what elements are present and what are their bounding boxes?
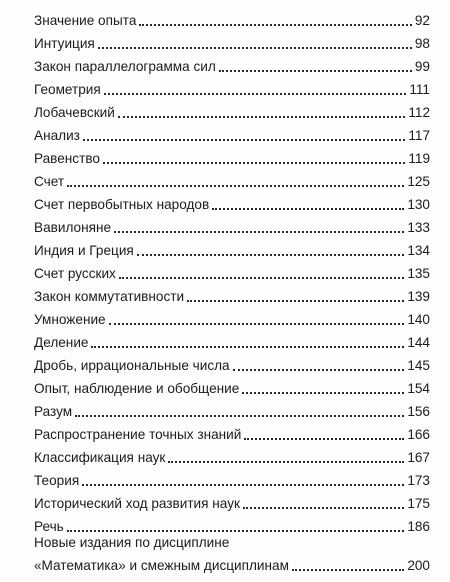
toc-entry-page: 139 bbox=[407, 289, 430, 304]
toc-entry bbox=[34, 377, 430, 397]
toc-entry-multiline bbox=[34, 534, 430, 574]
toc-entry-title: Счет русских bbox=[34, 266, 116, 281]
toc-entry-page: 140 bbox=[407, 312, 430, 327]
toc-entry bbox=[34, 469, 430, 489]
toc-entry-page: 135 bbox=[407, 266, 430, 281]
toc-entry bbox=[34, 147, 430, 167]
dot-leader bbox=[212, 208, 404, 210]
toc-entry bbox=[34, 32, 430, 52]
toc-entry-page: 156 bbox=[407, 404, 430, 419]
dot-leader bbox=[139, 24, 412, 26]
toc-entry-title: Разум bbox=[34, 404, 73, 419]
toc-entry-title: Геометрия bbox=[34, 82, 101, 97]
dot-leader bbox=[98, 47, 412, 49]
toc-entry-page: 144 bbox=[407, 335, 430, 350]
toc-entry-title: Значение опыта bbox=[34, 13, 137, 28]
toc-entry bbox=[34, 9, 430, 29]
toc-entry-page: 175 bbox=[407, 496, 430, 511]
toc-entry-page: 154 bbox=[407, 381, 430, 396]
toc-entry-page: 98 bbox=[414, 36, 430, 51]
toc-entry-title: Дробь, иррациональные числа bbox=[34, 358, 230, 373]
toc-entry bbox=[34, 400, 430, 420]
toc-entry-page: 130 bbox=[407, 197, 430, 212]
dot-leader bbox=[109, 323, 404, 325]
toc-entry-page: 117 bbox=[408, 128, 430, 143]
toc-entry-page: 111 bbox=[409, 82, 430, 97]
toc-entry-title: Индия и Греция bbox=[34, 243, 134, 258]
dot-leader bbox=[233, 369, 404, 371]
toc-entry-title: Лобачевский bbox=[34, 105, 115, 120]
dot-leader bbox=[292, 569, 404, 571]
toc-entry-title: Теория bbox=[34, 473, 80, 488]
dot-leader bbox=[118, 116, 405, 118]
dot-leader bbox=[168, 461, 404, 463]
toc-entry bbox=[34, 239, 430, 259]
dot-leader bbox=[75, 415, 404, 417]
toc-entry bbox=[34, 216, 430, 236]
toc-entry bbox=[34, 285, 430, 305]
toc-entry-page: 166 bbox=[407, 427, 430, 442]
toc-entry-title-line1: Новые издания по дисциплине bbox=[34, 535, 230, 550]
toc-entry-title: Распространение точных знаний bbox=[34, 427, 242, 442]
toc-entry-page: 112 bbox=[408, 105, 430, 120]
dot-leader bbox=[82, 484, 404, 486]
toc-entry-title: Счет bbox=[34, 174, 65, 189]
dot-leader bbox=[67, 530, 404, 532]
toc-entry-title-line2: «Математика» и смежным дисциплинам bbox=[34, 558, 289, 573]
toc-entry bbox=[34, 515, 430, 535]
toc-entry bbox=[34, 423, 430, 443]
dot-leader bbox=[137, 254, 404, 256]
toc-entry-page: 133 bbox=[407, 220, 430, 235]
toc-entry-title: Умножение bbox=[34, 312, 106, 327]
dot-leader bbox=[91, 346, 404, 348]
dot-leader bbox=[242, 392, 404, 394]
dot-leader bbox=[243, 507, 404, 509]
toc-entry-page: 125 bbox=[407, 174, 430, 189]
toc-entry bbox=[34, 354, 430, 374]
toc-entry-page: 99 bbox=[414, 59, 430, 74]
dot-leader bbox=[103, 162, 405, 164]
toc-entry-page: 167 bbox=[407, 450, 430, 465]
toc-entry-title: Счет первобытных народов bbox=[34, 197, 210, 212]
toc-entry-page: 200 bbox=[407, 558, 430, 573]
dot-leader bbox=[104, 93, 406, 95]
toc-entry bbox=[34, 331, 430, 351]
toc-entry bbox=[34, 55, 430, 75]
toc-entry-title: Закон коммутативности bbox=[34, 289, 185, 304]
toc-entry-page: 145 bbox=[407, 358, 430, 373]
toc-entry-title: Классификация наук bbox=[34, 450, 166, 465]
toc-entry-title: Закон параллелограмма сил bbox=[34, 59, 216, 74]
dot-leader bbox=[114, 231, 404, 233]
toc-entry bbox=[34, 446, 430, 466]
toc-entry-title: Интуиция bbox=[34, 36, 95, 51]
toc-entry-title: Деление bbox=[34, 335, 89, 350]
dot-leader bbox=[67, 185, 404, 187]
toc-entry-title: Вавилоняне bbox=[34, 220, 112, 235]
toc-entry bbox=[34, 124, 430, 144]
toc-entry-page: 119 bbox=[408, 151, 430, 166]
toc-entry bbox=[34, 262, 430, 282]
toc-entry-title: Равенство bbox=[34, 151, 100, 166]
toc-entry bbox=[34, 101, 430, 121]
dot-leader bbox=[119, 277, 404, 279]
toc-entry bbox=[34, 193, 430, 213]
toc-entry-title: Анализ bbox=[34, 128, 80, 143]
toc-entry bbox=[34, 308, 430, 328]
dot-leader bbox=[83, 139, 405, 141]
toc-entry bbox=[34, 170, 430, 190]
toc-entry bbox=[34, 492, 430, 512]
toc-entry-page: 92 bbox=[414, 13, 430, 28]
dot-leader bbox=[187, 300, 404, 302]
toc-entry-title: Речь bbox=[34, 519, 64, 534]
toc-entry-page: 173 bbox=[407, 473, 430, 488]
toc-entry-title: Исторический ход развития наук bbox=[34, 496, 240, 511]
toc-entry-page: 134 bbox=[407, 243, 430, 258]
toc-entry bbox=[34, 78, 430, 98]
dot-leader bbox=[244, 438, 404, 440]
dot-leader bbox=[219, 70, 412, 72]
toc-entry-page: 186 bbox=[407, 519, 430, 534]
toc-entry-title: Опыт, наблюдение и обобщение bbox=[34, 381, 240, 396]
